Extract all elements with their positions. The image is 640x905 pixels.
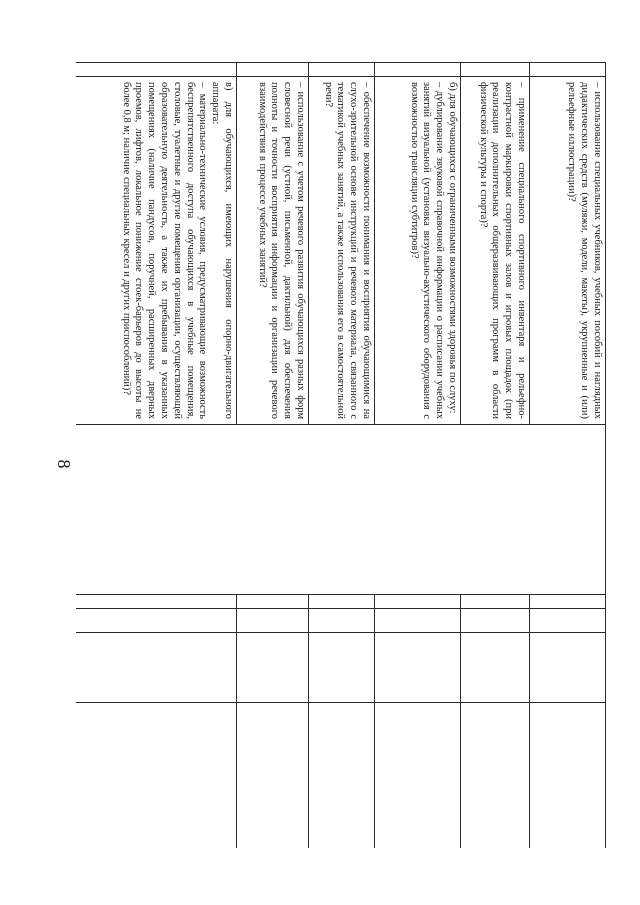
answer-cell [237, 609, 309, 633]
question-cell: – применение специального спортивного инвентаря и рельефно-контрастной маркировки спортивных залов и игровых площадок (при реализации дополнительных общеразвивающих программ в области физической культуры и спорта)? [461, 77, 530, 425]
row-number-cell [375, 63, 461, 77]
answer-cell [309, 609, 375, 633]
answer-cell [237, 595, 309, 609]
question-cell: б) для обучающихся с ограниченными возможностями здоровья по слуху: – дублирование звуковой справочной информации о расписании учебных занятий визуальной (установка визуально-акустического оборудования с возможностью трансляции субтитров)? [375, 77, 461, 425]
answer-cell [76, 703, 237, 849]
page-number: 8 [54, 459, 74, 469]
answer-cell [237, 633, 309, 703]
answer-cell [375, 609, 461, 633]
table-row [530, 63, 606, 849]
table-container [76, 62, 606, 848]
question-cell: – использование специальных учебников, учебных пособий и наглядных дидактических средств (муляжи, модели, макеты), укрупненные и (или) рельефные иллюстрации)? [530, 77, 606, 425]
answer-cell [375, 703, 461, 849]
answer-cell [309, 595, 375, 609]
merged-answer-cell [76, 425, 606, 595]
row-number-cell [76, 63, 237, 77]
answer-cell [530, 595, 606, 609]
row-number-cell [461, 63, 530, 77]
answer-cell [461, 703, 530, 849]
answer-cell [76, 609, 237, 633]
answer-cell [461, 609, 530, 633]
answer-cell [530, 703, 606, 849]
answer-cell [461, 595, 530, 609]
row-number-cell [237, 63, 309, 77]
answer-cell [309, 633, 375, 703]
answer-cell [530, 633, 606, 703]
row-number-cell [530, 63, 606, 77]
answer-cell [375, 633, 461, 703]
answer-cell [309, 703, 375, 849]
answer-cell [375, 595, 461, 609]
answer-cell [237, 703, 309, 849]
checklist-table [76, 62, 606, 848]
answer-cell [461, 633, 530, 703]
rotated-table [76, 62, 606, 848]
answer-cell [76, 633, 237, 703]
answer-cell [530, 609, 606, 633]
row-number-cell [309, 63, 375, 77]
question-cell: – обеспечение возможности понимания и восприятия обучающимися на слухо-зрительной основе инструкций и речевого материала, связанного с тематикой учебных занятий, а также использования его в самостоятельной речи? [309, 77, 375, 425]
question-cell: – использование с учетом речевого развития обучающихся разных форм словесной речи (устной, письменной, дактильной) для обеспечения полноты и точности восприятия информации и организации речевого взаимодействия в процессе учебных занятий? [237, 77, 309, 425]
answer-cell [76, 595, 237, 609]
question-cell: в) для обучающихся, имеющих нарушения опорно-двигательного аппарата: – материально-технические условия, предусматривающие возможность беспрепятственного доступа обучающихся в учебные помещения, столовые, туалетные и другие помещения организации, осуществляющей образовательную деятельность, а также их пребывания в указанных помещениях (наличие пандусов, поручней, расширенных дверных проемов, лифтов, локальное понижение стоек-барьеров до высоты не более 0,8 м; наличие специальных кресел и других приспособлений)? [76, 77, 237, 425]
